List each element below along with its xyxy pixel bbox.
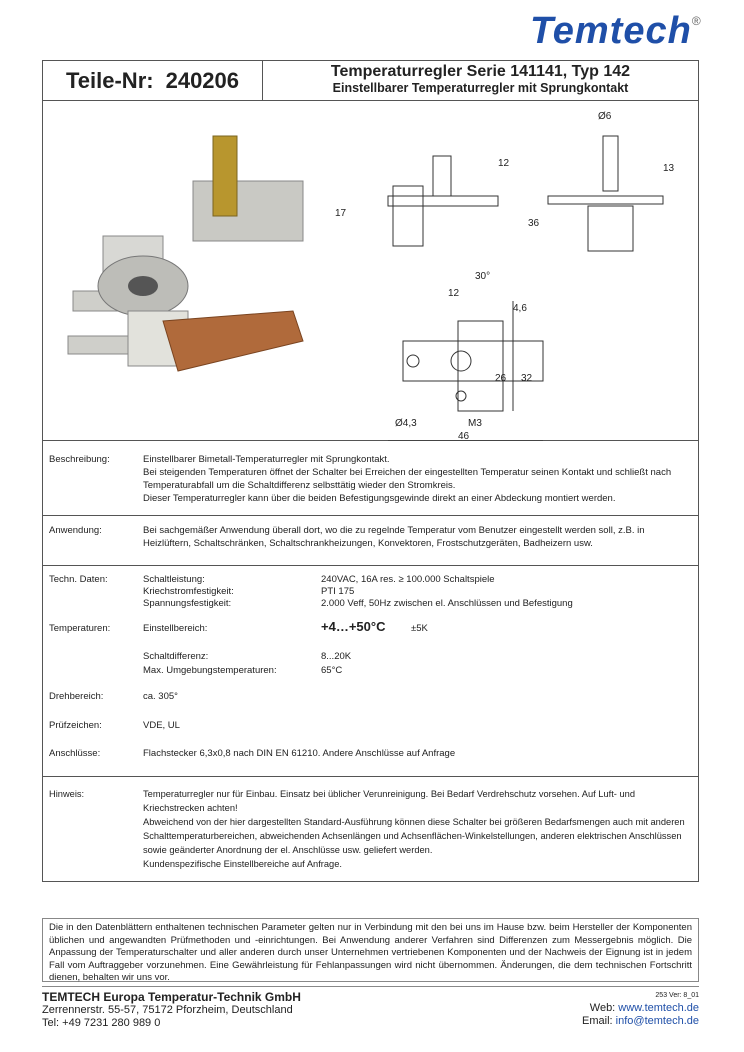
dim-12a: 12 xyxy=(498,158,510,169)
text-line: Temperaturregler nur für Einbau. Einsatz bei üblicher Verunreinigung. Bei Bedarf Verdrehschutz vorsehen. Auf Luft- und Kriechstrecken achten! xyxy=(143,789,635,813)
version: 253 Ver: 8_01 xyxy=(655,992,699,999)
beschreibung-text xyxy=(143,453,693,505)
dim-12b: 12 xyxy=(448,288,460,299)
product-title xyxy=(263,63,698,95)
temp-range: +4…+50°C xyxy=(321,619,386,634)
title: Temperaturregler Serie 141141, Typ 142 xyxy=(330,63,631,80)
label-anwendung: Anwendung: xyxy=(49,525,102,536)
dim-32: 32 xyxy=(521,373,533,384)
company-address: Zerrennerstr. 55-57, 75172 Pforzheim, Deutschland xyxy=(42,1004,293,1016)
text-line: Abweichend von der hier dargestellten Standard-Ausführung können diese Schalter bei größeren Bedarfsmengen auch mit anderen Schalttemperaturbereichen, abweichenden Achsenlängen und Achsenflächen-Winkelstellungen, anderen elektrischen Anschlüssen sowie geänderter Anordnung der el. Anschlüsse usw. geliefert werden. xyxy=(143,817,685,855)
registered-mark: ® xyxy=(691,14,702,28)
anwendung-text: Bei sachgemäßer Anwendung überall dort, wo die zu regelnde Temperatur vom Benutzer eingestellt werden soll, z.B. in Heizlüftern, Schaltschränken, Schaltschrankheizungen, Konvektoren, Frostschutzgeräten, Badheizern usw. xyxy=(143,525,645,549)
dim-thread: M3 xyxy=(468,418,482,429)
dim-46: 46 xyxy=(458,431,470,441)
drehbereich-value: ca. 305° xyxy=(143,691,178,702)
dim-26: 26 xyxy=(495,373,507,384)
row-anwendung xyxy=(43,516,698,566)
label-anschluesse: Anschlüsse: xyxy=(49,748,101,759)
spec-key: Max. Umgebungstemperaturen: xyxy=(143,665,277,676)
text-line: Einstellbarer Bimetall-Temperaturregler mit Sprungkontakt. xyxy=(143,454,390,465)
subtitle: Einstellbarer Temperaturregler mit Sprungkontakt xyxy=(332,81,629,95)
spec-value: 8...20K xyxy=(321,651,352,662)
company-name: TEMTECH Europa Temperatur-Technik GmbH xyxy=(42,990,301,1004)
hinweis-text xyxy=(143,787,693,871)
row-beschreibung xyxy=(43,441,698,516)
spec-key: Kriechstromfestigkeit: xyxy=(143,586,234,597)
header-row xyxy=(43,61,698,101)
part-label: Teile-Nr: xyxy=(65,68,154,93)
datasheet-table xyxy=(42,60,699,882)
temtech-logo xyxy=(530,10,702,53)
spec-value: PTI 175 xyxy=(321,586,355,597)
dim-shaft-dia: Ø6 xyxy=(598,111,612,122)
dim-17: 17 xyxy=(335,208,347,219)
logo-text: Temtech xyxy=(530,10,692,52)
dim-angle: 30° xyxy=(475,271,491,282)
image-row xyxy=(43,101,698,441)
dim-4-6: 4,6 xyxy=(513,303,527,314)
spec-value: 2.000 Veff, 50Hz zwischen el. Anschlüssen und Befestigung xyxy=(321,598,573,609)
dim-hole-dia: Ø4,3 xyxy=(395,418,417,429)
row-anschluesse xyxy=(43,747,698,777)
spec-key: Schaltdifferenz: xyxy=(143,651,209,662)
technical-drawing xyxy=(388,136,663,441)
label-hinweis: Hinweis: xyxy=(49,789,85,799)
text-line: Kundenspezifische Einstellbereiche auf Anfrage. xyxy=(143,859,342,869)
disclaimer: Die in den Datenblättern enthaltenen technischen Parameter gelten nur in Verbindung mit den bei uns im Hause bzw. beim Hersteller der Komponenten üblichen und angewandten Prüfmethoden und -einrichtungen. Bei Anwendung anderer Verfahren sind Differenzen zum Messergebnis möglich. Die Anpassung der Temperaturschalter und aller anderen durch unser Unternehmen vertriebenen Komponenten und der Nachweis der Eignung ist in jedem Fall vom Auftraggeber vorzunehmen. Eine Gewährleistung für Fehlanpassungen wird nicht übernommen. Änderungen, die dem technischen Fortschritt dienen, behalten wir uns vor. xyxy=(42,918,699,982)
spec-key: Schaltleistung: xyxy=(143,574,205,585)
part-no-value: 240206 xyxy=(165,68,240,93)
spec-value: 240VAC, 16A res. ≥ 100.000 Schaltspiele xyxy=(321,574,495,585)
anschluesse-value: Flachstecker 6,3x0,8 nach DIN EN 61210. Andere Anschlüsse auf Anfrage xyxy=(143,748,456,759)
web-label: Web: xyxy=(589,1002,619,1014)
part-number xyxy=(43,61,263,101)
product-photo-and-drawing xyxy=(43,101,698,441)
temp-tolerance: ±5K xyxy=(411,623,428,634)
label-techn: Techn. Daten: xyxy=(49,574,108,585)
product-photo xyxy=(68,136,303,371)
email-link[interactable]: info@temtech.de xyxy=(615,1015,699,1027)
label-beschreibung: Beschreibung: xyxy=(49,454,110,465)
label-pruefzeichen: Prüfzeichen: xyxy=(49,720,102,731)
footer-right xyxy=(582,989,699,1028)
dim-13: 13 xyxy=(663,163,675,174)
web-link[interactable]: www.temtech.de xyxy=(618,1002,699,1014)
spec-key: Spannungsfestigkeit: xyxy=(143,598,232,609)
footer xyxy=(42,986,699,1030)
spec-key: Einstellbereich: xyxy=(143,623,208,634)
company-phone: Tel: +49 7231 280 989 0 xyxy=(42,1017,161,1029)
text-line: Dieser Temperaturregler kann über die beiden Befestigungsgewinde direkt an einer Abdeckung montiert werden. xyxy=(143,493,616,504)
text-line: Bei steigenden Temperaturen öffnet der Schalter bei Erreichen der eingestellten Temperatur seinen Kontakt und schließt nach Temperaturabfall um die Schaltdifferenz selbsttätig wieder den Stromkreis. xyxy=(143,467,672,491)
pruefzeichen-value: VDE, UL xyxy=(143,720,180,731)
spec-value: 65°C xyxy=(321,665,343,676)
dim-36: 36 xyxy=(528,218,540,229)
label-temperaturen: Temperaturen: xyxy=(49,623,111,634)
label-drehbereich: Drehbereich: xyxy=(49,691,104,702)
email-label: Email: xyxy=(582,1015,616,1027)
